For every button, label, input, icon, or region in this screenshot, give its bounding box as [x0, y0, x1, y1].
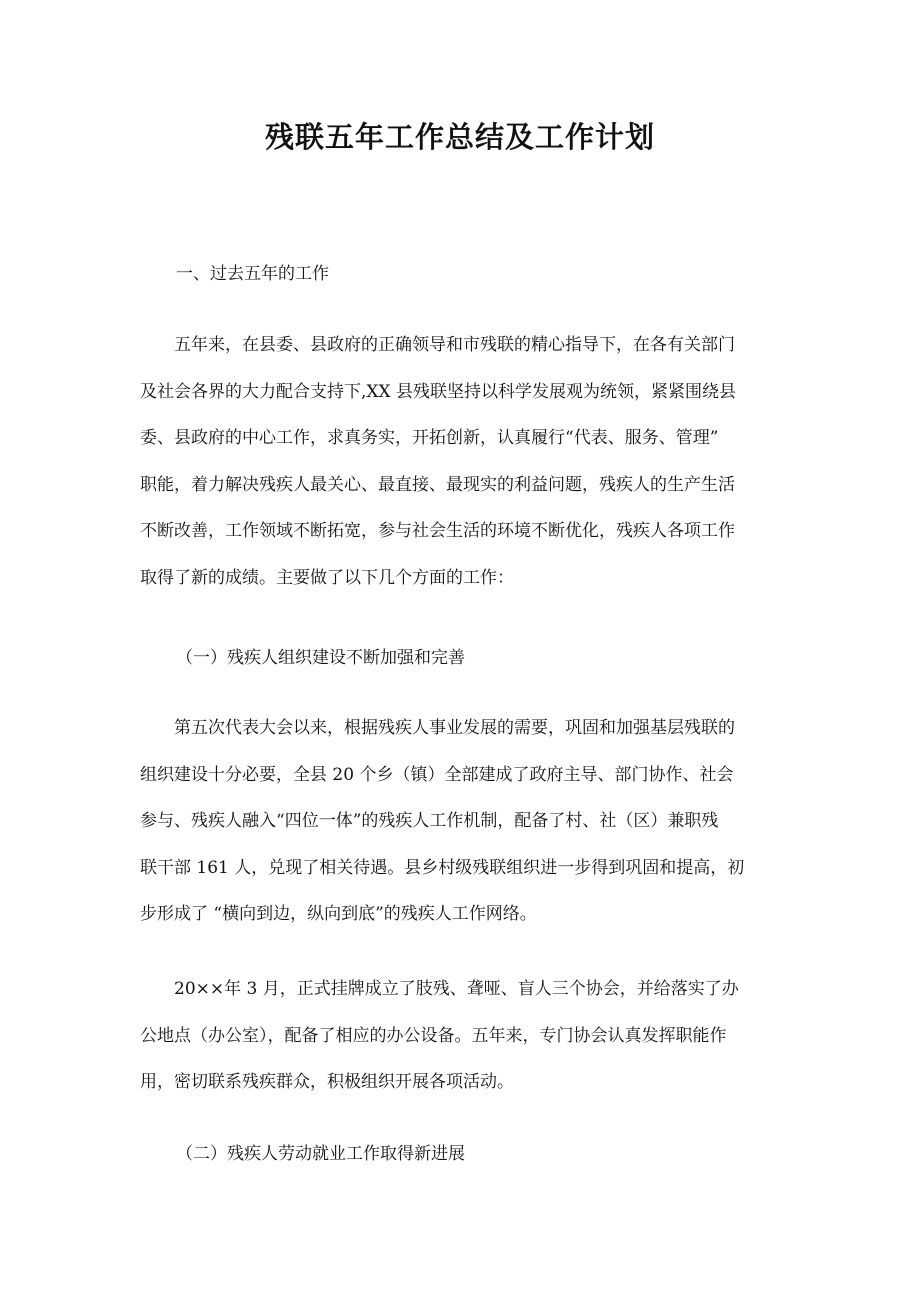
- paragraph-line: 用，密切联系残疾群众，积极组织开展各项活动。: [140, 1072, 514, 1093]
- document-title: 残联五年工作总结及工作计划: [264, 120, 655, 154]
- paragraph-line: 五年来，在县委、县政府的正确领导和市残联的精心指导下，在各有关部门: [140, 335, 735, 355]
- paragraph-line: 参与、残疾人融入“四位一体”的残疾人工作机制，配备了村、社（区）兼职残: [140, 811, 719, 832]
- subsection-heading: （二）残疾人劳动就业工作取得新进展: [176, 1144, 465, 1164]
- paragraph-line: 组织建设十分必要，全县 20 个乡（镇）全部建成了政府主导、部门协作、社会: [140, 764, 734, 785]
- section-heading: 一、过去五年的工作: [176, 264, 329, 284]
- body-paragraph: [140, 322, 780, 602]
- body-paragraph: [140, 966, 780, 1106]
- subsection-heading: （一）残疾人组织建设不断加强和完善: [176, 648, 465, 668]
- body-paragraph: [140, 705, 780, 938]
- paragraph-line: 第五次代表大会以来，根据残疾人事业发展的需要，巩固和加强基层残联的: [140, 718, 735, 738]
- paragraph-line: 联干部 161 人，兑现了相关待遇。县乡村级残联组织进一步得到巩固和提高，初: [140, 857, 745, 878]
- paragraph-line: 取得了新的成绩。主要做了以下几个方面的工作：: [140, 567, 514, 588]
- paragraph-line: 20××年 3 月，正式挂牌成立了肢残、聋哑、盲人三个协会，并给落实了办: [140, 979, 739, 999]
- paragraph-line: 不断改善，工作领域不断拓宽，参与社会生活的环境不断优化，残疾人各项工作: [140, 521, 735, 542]
- paragraph-line: 及社会各界的大力配合支持下,XX 县残联坚持以科学发展观为统领，紧紧围绕县: [140, 381, 737, 402]
- paragraph-line: 职能，着力解决残疾人最关心、最直接、最现实的利益问题，残疾人的生产生活: [140, 474, 735, 495]
- paragraph-line: 委、县政府的中心工作，求真务实，开拓创新，认真履行“代表、服务、管理”: [140, 428, 719, 449]
- paragraph-line: 步形成了 “横向到边，纵向到底”的残疾人工作网络。: [140, 904, 537, 925]
- paragraph-line: 公地点（办公室），配备了相应的办公设备。五年来，专门协会认真发挥职能作: [140, 1025, 727, 1046]
